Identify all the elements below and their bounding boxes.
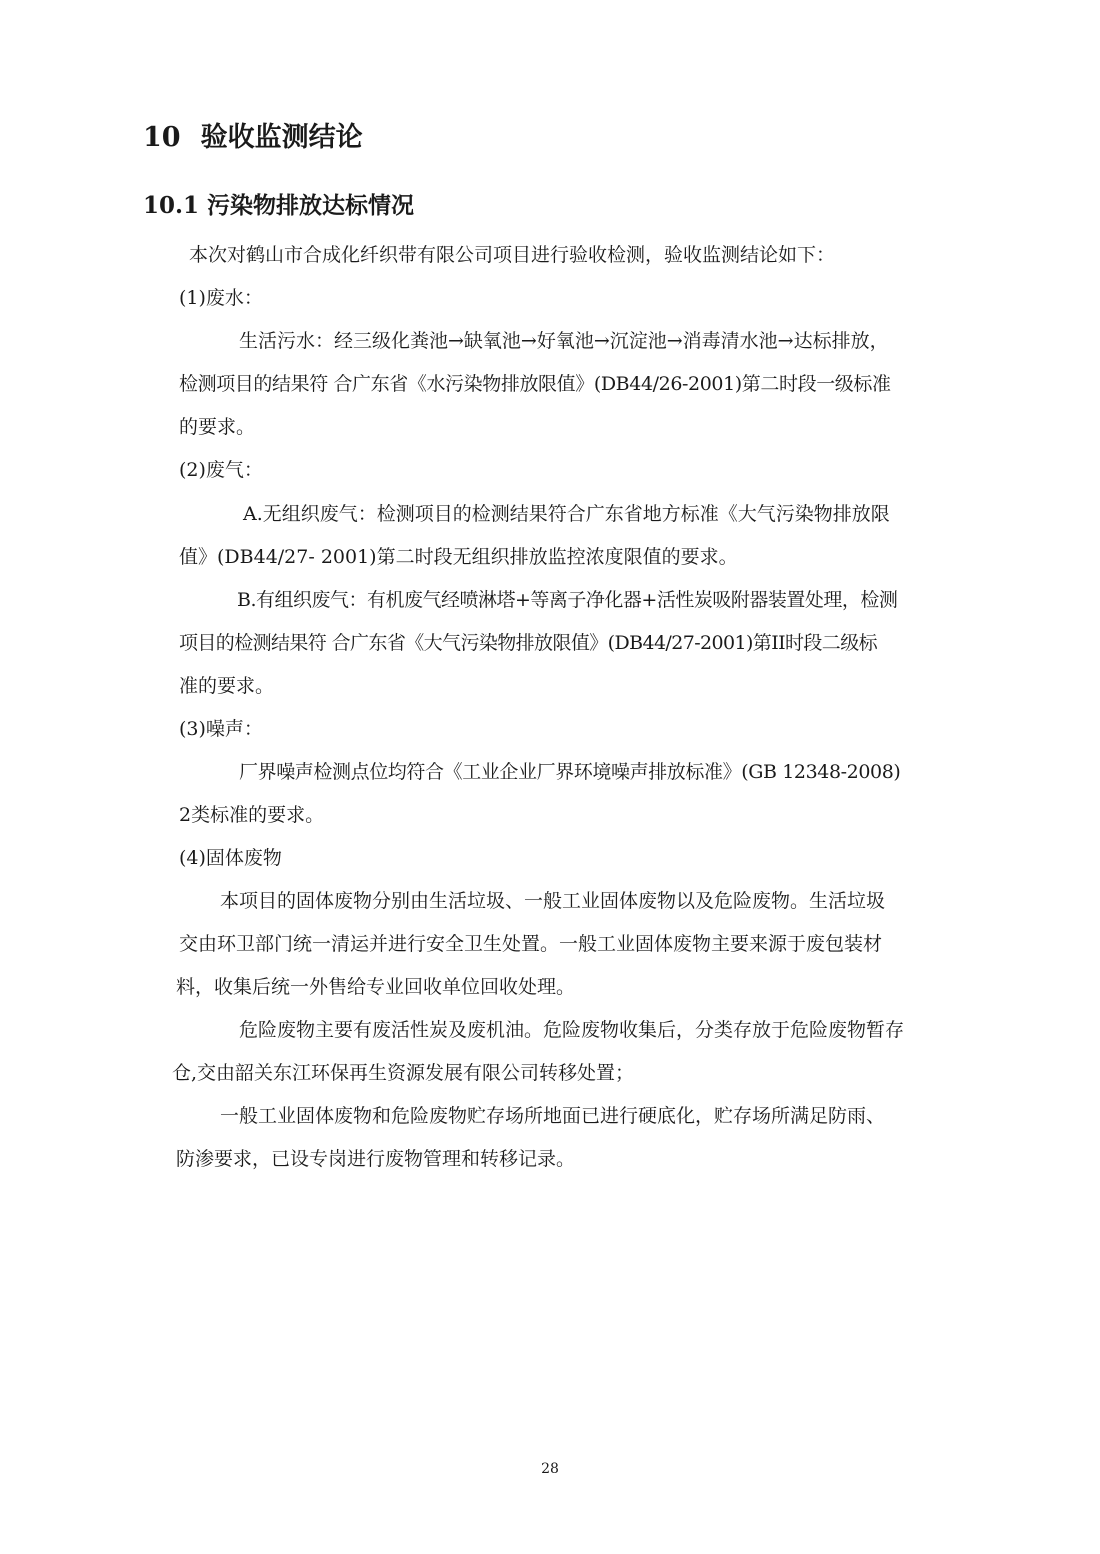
exhaust-b-text-2: 项目的检测结果符 合广东省《大气污染物排放限值》(DB44/27-2001)第II时段二级标 [179, 632, 878, 654]
solid-waste-label: (4)固体废物 [179, 847, 282, 869]
wastewater-label: (1)废水： [179, 287, 263, 309]
page-number: 28 [541, 1461, 559, 1477]
noise-text-1: 厂界噪声检测点位均符合《工业企业厂界环境噪声排放标准》(GB 12348-2008) [239, 761, 901, 783]
chapter-number: 10 [143, 122, 181, 153]
hazardous-waste-text-1: 危险废物主要有废活性炭及废机油。危险废物收集后，分类存放于危险废物暂存 [239, 1019, 905, 1041]
noise-text-2: 2类标准的要求。 [179, 804, 325, 826]
wastewater-text-2: 检测项目的结果符 合广东省《水污染物排放限值》(DB44/26-2001)第二时段一级标准 [179, 373, 891, 395]
storage-text-2: 防渗要求，已设专岗进行废物管理和转移记录。 [176, 1148, 576, 1170]
solid-waste-text-2: 交由环卫部门统一清运并进行安全卫生处置。一般工业固体废物主要来源于废包装材 [179, 933, 883, 955]
exhaust-a-text-2: 值》(DB44/27- 2001)第二时段无组织排放监控浓度限值的要求。 [179, 546, 738, 568]
chapter-title: 验收监测结论 [200, 122, 363, 153]
exhaust-b-text-3: 准的要求。 [179, 675, 275, 697]
intro-line: 本次对鹤山市合成化纤织带有限公司项目进行验收检测，验收监测结论如下： [189, 244, 836, 266]
chapter-heading [143, 118, 363, 158]
wastewater-text-3: 的要求。 [179, 416, 256, 438]
wastewater-text-1: 生活污水：经三级化粪池→缺氧池→好氧池→沉淀池→消毒清水池→达标排放， [239, 330, 889, 352]
exhaust-a-text-1: A.无组织废气：检测项目的检测结果符合广东省地方标准《大气污染物排放限 [243, 503, 890, 525]
noise-label: (3)噪声： [179, 718, 263, 740]
exhaust-b-text-1: B.有组织废气：有机废气经喷淋塔+等离子净化器+活性炭吸附器装置处理，检测 [237, 589, 898, 611]
solid-waste-text-3: 料，收集后统一外售给专业回收单位回收处理。 [176, 976, 576, 998]
exhaust-label: (2)废气： [179, 459, 263, 481]
storage-text-1: 一般工业固体废物和危险废物贮存场所地面已进行硬底化，贮存场所满足防雨、 [220, 1105, 886, 1127]
section-heading: 10.1 污染物排放达标情况 [143, 192, 415, 219]
solid-waste-text-1: 本项目的固体废物分别由生活垃圾、一般工业固体废物以及危险废物。生活垃圾 [220, 890, 886, 912]
hazardous-waste-text-2: 仓,交由韶关东江环保再生资源发展有限公司转移处置； [172, 1062, 635, 1084]
